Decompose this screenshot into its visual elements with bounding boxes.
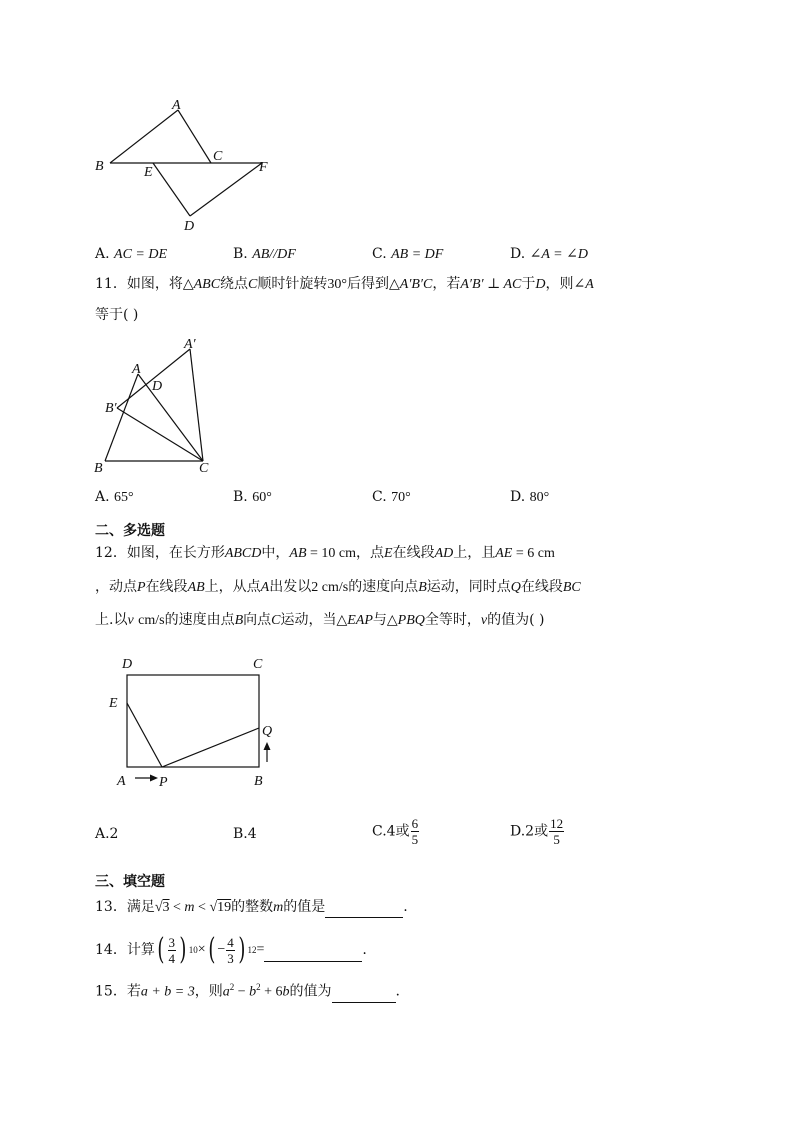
segment-ep: [127, 703, 162, 767]
label-q: Q: [262, 724, 273, 739]
q12-option-a[interactable]: A.2: [95, 826, 119, 842]
label-c: C: [213, 149, 223, 164]
fraction-6-5: $\frac{6}{5}$: [411, 816, 419, 847]
q10-option-b[interactable]: B. AB//DF: [233, 246, 296, 262]
answer-blank-q15[interactable]: [332, 988, 396, 1003]
label-aprime: A′: [184, 337, 196, 352]
q10-option-a[interactable]: A. AC = DE: [95, 246, 168, 262]
fraction-3-4: $\frac{3}{4}$: [168, 934, 176, 966]
label-a: A: [172, 98, 181, 113]
fraction-4-3: $\frac{4}{3}$: [227, 934, 234, 966]
label-d: D: [152, 379, 163, 394]
arrow-head-ap: [150, 775, 158, 782]
rectangle-abcd: [127, 675, 259, 767]
segment-ac: [178, 110, 211, 163]
fraction-12-5: $\frac{12}{5}$: [550, 816, 564, 847]
segment-bprime-c: [117, 408, 203, 461]
q12-option-b[interactable]: B.4: [233, 826, 257, 842]
label-c: C: [253, 657, 263, 672]
q11-option-d[interactable]: D. 80°: [510, 489, 550, 505]
q13-stem: 13．满足√3 < m < √19的整数m的值是 .: [95, 897, 408, 918]
label-b: B: [254, 774, 263, 789]
label-e: E: [109, 696, 118, 711]
q11-option-a[interactable]: A. 65°: [95, 489, 134, 505]
label-b: B: [95, 159, 104, 174]
segment-df: [190, 163, 262, 216]
section-heading-multiple-choice: 二、多选题: [95, 523, 165, 539]
label-bprime: B′: [105, 401, 117, 416]
q14-stem: 14． 计算 ( $\frac{3}{4}$ ) 10 × ( − $\frac{4}{3}$ ) 12 = .: [95, 932, 367, 967]
q12-option-d[interactable]: D.2或 $\frac{12}{5}$: [510, 816, 564, 847]
segment-ac: [138, 374, 203, 461]
section-heading-fill-in: 三、填空题: [95, 874, 165, 890]
q15-stem: 15．若a + b = 3，则$a^2 - b^2 + 6b$的值为 .: [95, 977, 400, 1003]
label-a: A: [132, 362, 141, 377]
segment-ba: [110, 110, 178, 163]
label-a: A: [117, 774, 126, 789]
label-c: C: [199, 461, 209, 476]
segment-aprime-c: [190, 349, 203, 461]
label-f: F: [259, 160, 268, 175]
figure-q11: [90, 332, 230, 480]
label-d: D: [122, 657, 133, 672]
q11-stem-line1: 11．如图，将△ABC绕点C顺时针旋转30°后得到△A′B′C，若A′B′ ⊥ AC于D，则∠A: [95, 276, 594, 292]
q11-stem-line2: 等于( ): [95, 307, 139, 323]
label-p: P: [159, 775, 168, 790]
sqrt-icon: √: [154, 900, 163, 915]
q12-stem-line2: ，动点P在线段AB上，从点A出发以2 cm/s的速度向点B运动，同时点Q在线段BC: [95, 579, 581, 595]
answer-blank-q13[interactable]: [325, 903, 403, 918]
q10-option-d[interactable]: D. ∠A = ∠D: [510, 246, 588, 262]
segment-pq: [162, 728, 259, 767]
answer-blank-q14[interactable]: [264, 947, 362, 962]
segment-ed: [153, 163, 190, 216]
figure-q12: [105, 650, 285, 795]
label-d: D: [184, 219, 195, 234]
sqrt-icon: √: [209, 900, 218, 915]
q10-option-c[interactable]: C. AB = DF: [372, 246, 444, 262]
q12-stem-line1: 12．如图，在长方形ABCD中，AB = 10 cm，点E在线段AD上，且AE = 6 cm: [95, 545, 555, 561]
label-e: E: [144, 165, 153, 180]
q11-option-b[interactable]: B. 60°: [233, 489, 272, 505]
arrow-head-bq: [264, 742, 271, 750]
q12-option-c[interactable]: C.4或 $\frac{6}{5}$: [372, 816, 419, 847]
label-b: B: [94, 461, 103, 476]
q11-option-c[interactable]: C. 70°: [372, 489, 411, 505]
figure-q10: [90, 92, 280, 237]
q12-stem-line3: 上.以v cm/s的速度由点B向点C运动，当△EAP与△PBQ全等时，v的值为( ): [95, 612, 545, 628]
